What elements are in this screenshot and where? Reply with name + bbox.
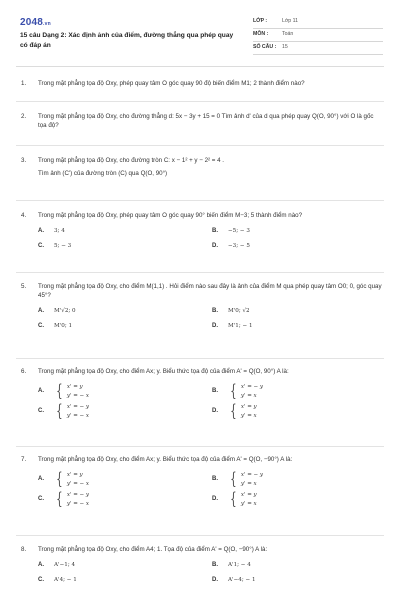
option-label: C. xyxy=(38,408,44,415)
question-text: Trong mặt phẳng tọa độ Oxy, cho điểm A4; 1. Tọa độ của điểm A' = Q(O, −90°) A là: xyxy=(38,546,268,553)
equation-line: y' = − x xyxy=(66,392,90,399)
question-4 xyxy=(21,212,383,250)
answer-option-a[interactable] xyxy=(38,307,212,316)
question-number: 6. xyxy=(21,368,27,375)
answer-option-a[interactable] xyxy=(38,383,212,400)
question-number: 3. xyxy=(21,157,27,164)
equation-line: x' = − y xyxy=(240,383,264,390)
equation-line: y' = x xyxy=(240,500,257,507)
option-label: A. xyxy=(38,388,44,395)
meta-key: MÔN : xyxy=(253,31,269,38)
question-text: Trong mặt phẳng tọa độ Oxy, cho điểm M(1,1) . Hỏi điểm nào sau đây là ảnh của điểm M qua phép quay tâm O0; 0, góc quay 45°? xyxy=(38,283,382,299)
meta-value: 15 xyxy=(282,44,288,51)
question-text: Trong mặt phẳng tọa độ Oxy, cho điểm Ax; y. Biểu thức tọa độ của điểm A' = Q(O, 90°) A là: xyxy=(38,368,289,375)
question-number: 4. xyxy=(21,212,27,219)
answer-option-c[interactable] xyxy=(38,322,212,331)
option-value: M'√2; 0 xyxy=(54,308,76,315)
answer-option-b[interactable] xyxy=(212,471,386,488)
option-label: D. xyxy=(212,322,218,329)
question-number: 7. xyxy=(21,456,27,463)
question-text: Trong mặt phẳng tọa độ Oxy, phép quay tâm O góc quay 90 độ biến điểm M1; 2 thành điểm nào? xyxy=(38,80,305,87)
brace-icon: { xyxy=(56,401,63,422)
equation-system xyxy=(54,403,89,420)
equation-line: x' = y xyxy=(240,404,257,411)
page-title: 15 câu Dạng 2: Xác định ảnh của điểm, đường thẳng qua phép quay có đáp án xyxy=(20,32,234,49)
equation-line: y' = x xyxy=(240,392,257,399)
logo-suffix: .vn xyxy=(43,21,51,27)
question-text: Trong mặt phẳng tọa độ Oxy, phép quay tâm O góc quay 90° biến điểm M−3; 5 thành điểm nào? xyxy=(38,212,303,219)
answer-option-a[interactable] xyxy=(38,227,212,236)
option-label: B. xyxy=(212,388,218,395)
meta-row-class xyxy=(253,16,383,29)
equation-line: x' = − y xyxy=(240,471,264,478)
question-divider xyxy=(16,200,384,201)
option-value: M'1; − 1 xyxy=(228,322,253,329)
option-label: D. xyxy=(212,576,218,583)
question-divider xyxy=(16,446,384,447)
option-value: 5; − 3 xyxy=(54,242,72,249)
option-label: B. xyxy=(212,561,218,568)
question-text: Trong mặt phẳng tọa độ Oxy, cho đường thẳng d: 5x − 3y + 15 = 0 Tìm ảnh d' của d qua phép quay Q(O, 90°) với O là gốc tọa độ? xyxy=(38,113,374,129)
option-label: B. xyxy=(212,227,218,234)
brace-icon: { xyxy=(56,469,63,489)
option-label: A. xyxy=(38,561,44,568)
meta-key: SỐ CÂU : xyxy=(253,44,277,51)
option-value: A'4; − 1 xyxy=(54,576,77,583)
answer-option-c[interactable] xyxy=(38,242,212,251)
question-divider xyxy=(16,358,384,359)
question-number: 1. xyxy=(21,80,27,87)
document-header xyxy=(20,14,382,58)
option-value: A'−4; − 1 xyxy=(228,576,256,583)
answer-option-d[interactable] xyxy=(212,242,386,251)
question-number: 5. xyxy=(21,283,27,290)
equation-line: x' = y xyxy=(240,492,257,499)
option-value: A'−1; 4 xyxy=(54,562,76,569)
question-text: Trong mặt phẳng tọa độ Oxy, cho đường tròn C: x − 1² + y − 2² = 4 . xyxy=(38,157,225,164)
answer-options xyxy=(38,561,383,584)
question-number: 8. xyxy=(21,546,27,553)
answer-option-c[interactable] xyxy=(38,576,212,585)
question-3 xyxy=(21,157,383,179)
brace-icon: { xyxy=(230,381,237,401)
brace-icon: { xyxy=(230,469,237,489)
meta-value: Toán xyxy=(282,31,294,38)
option-label: A. xyxy=(38,476,44,483)
question-divider xyxy=(16,145,384,146)
answer-options xyxy=(38,471,383,508)
equation-system xyxy=(228,383,263,400)
option-value: 3; 4 xyxy=(54,228,65,235)
answer-option-b[interactable] xyxy=(212,227,386,236)
option-label: D. xyxy=(212,242,218,249)
equation-line: y' = x xyxy=(240,412,257,419)
brace-icon: { xyxy=(230,401,237,422)
header-divider xyxy=(16,66,384,67)
option-label: D. xyxy=(212,408,218,415)
meta-row-subject xyxy=(253,29,383,42)
equation-system xyxy=(228,491,257,508)
option-label: C. xyxy=(38,576,44,583)
answer-option-b[interactable] xyxy=(212,383,386,400)
logo-text: 2048 xyxy=(20,17,44,28)
site-logo[interactable] xyxy=(20,16,51,31)
option-value: M'0; 1 xyxy=(54,322,73,329)
equation-line: x' = y xyxy=(66,471,83,478)
question-number: 2. xyxy=(21,113,27,120)
option-label: A. xyxy=(38,227,44,234)
equation-line: y' = x xyxy=(240,480,257,487)
question-divider xyxy=(16,272,384,273)
option-label: B. xyxy=(212,307,218,314)
question-2 xyxy=(21,113,383,131)
option-label: D. xyxy=(212,496,218,503)
answer-option-a[interactable] xyxy=(38,471,212,488)
equation-line: y' = − x xyxy=(66,480,90,487)
question-divider xyxy=(16,101,384,102)
answer-options xyxy=(38,307,383,330)
meta-row-count xyxy=(253,42,383,55)
question-5 xyxy=(21,283,383,330)
answer-options xyxy=(38,383,383,420)
option-label: C. xyxy=(38,242,44,249)
equation-system xyxy=(54,383,89,400)
option-value: −3; − 5 xyxy=(228,242,250,249)
brace-icon: { xyxy=(230,489,237,510)
answer-option-a[interactable] xyxy=(38,561,212,570)
option-label: A. xyxy=(38,307,44,314)
equation-system xyxy=(228,403,257,420)
option-value: M'0; √2 xyxy=(228,308,250,315)
equation-system xyxy=(54,471,89,488)
option-value: −5; − 3 xyxy=(228,228,250,235)
answer-option-c[interactable] xyxy=(38,403,212,420)
equation-line: x' = − y xyxy=(66,492,90,499)
meta-table xyxy=(253,16,383,55)
option-label: C. xyxy=(38,322,44,329)
option-value: A'1; − 4 xyxy=(228,562,251,569)
answer-option-d[interactable] xyxy=(212,322,386,331)
equation-line: y' = − x xyxy=(66,412,90,419)
answer-option-b[interactable] xyxy=(212,561,386,570)
equation-system xyxy=(54,491,89,508)
brace-icon: { xyxy=(56,489,63,510)
meta-value: Lớp 11 xyxy=(282,18,298,25)
answer-options xyxy=(38,227,383,250)
equation-line: x' = − y xyxy=(66,404,90,411)
answer-option-b[interactable] xyxy=(212,307,386,316)
option-label: C. xyxy=(38,496,44,503)
question-1 xyxy=(21,80,383,89)
answer-option-d[interactable] xyxy=(212,491,386,508)
question-text: Trong mặt phẳng tọa độ Oxy, cho điểm Ax; y. Biểu thức tọa độ của điểm A' = Q(O, −90°) A là: xyxy=(38,456,293,463)
question-subtext: Tìm ảnh (C') của đường tròn (C) qua Q(O, 90°) xyxy=(38,169,168,177)
meta-key: LỚP : xyxy=(253,18,268,25)
equation-line: y' = − x xyxy=(66,500,90,507)
equation-system xyxy=(228,471,263,488)
question-divider xyxy=(16,535,384,536)
answer-option-d[interactable] xyxy=(212,576,386,585)
question-6 xyxy=(21,368,383,420)
equation-line: x' = y xyxy=(66,383,83,390)
answer-option-d[interactable] xyxy=(212,403,386,420)
option-label: B. xyxy=(212,476,218,483)
question-7 xyxy=(21,456,383,508)
brace-icon: { xyxy=(56,381,63,401)
question-8 xyxy=(21,546,383,584)
answer-option-c[interactable] xyxy=(38,491,212,508)
